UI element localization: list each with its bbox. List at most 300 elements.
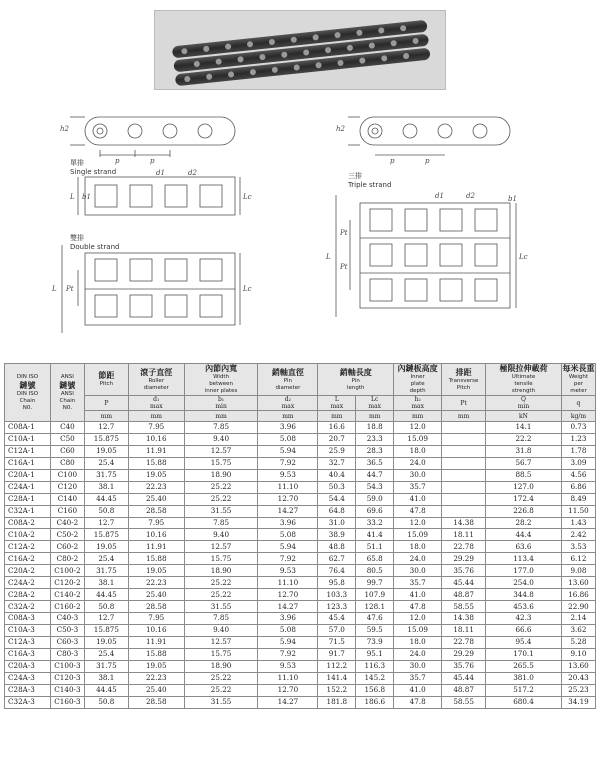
cell-din-iso: C20A-1 [5,469,51,481]
cell-pin-length-lc: 116.3 [356,660,394,672]
dim-d2-left: d2 [188,169,197,177]
symbol-b1-text: b₁ [217,396,225,403]
cell-transverse-pitch: 45.44 [442,577,486,589]
cell-pin-length-lc: 69.6 [356,505,394,517]
cell-pin-length-l: 76.4 [318,565,356,577]
cell-pitch: 50.8 [84,505,128,517]
symbol-d1-text: d₁ [153,396,160,403]
dim-p-right-1: p [390,157,395,165]
cell-pin-length-lc: 36.5 [356,457,394,469]
cell-tensile-strength: 22.2 [486,433,562,445]
cell-pitch: 38.1 [84,577,128,589]
cell-plate-depth: 47.8 [394,696,442,708]
cell-pin-length-l: 38.9 [318,529,356,541]
symbol-l [318,396,356,411]
cell-din-iso: C12A-1 [5,445,51,457]
cell-pitch: 19.05 [84,445,128,457]
cell-pin-length-l: 91.7 [318,648,356,660]
cell-weight-per-meter: 34.19 [561,696,595,708]
table-row [5,601,596,613]
header-pitch-en: Pitch [99,381,114,387]
cell-pin-length-l: 50.3 [318,481,356,493]
cell-roller-diameter: 28.58 [128,696,184,708]
dim-p-left-2: p [150,157,155,165]
cell-pin-diameter: 3.96 [258,422,318,434]
cell-pitch: 12.7 [84,613,128,625]
cell-weight-per-meter: 2.42 [561,529,595,541]
table-row [5,505,596,517]
cell-din-iso: C28A-2 [5,589,51,601]
cell-pitch: 50.8 [84,601,128,613]
cell-plate-depth: 47.8 [394,505,442,517]
cell-pitch: 15.875 [84,529,128,541]
header-trans-en: Transverse [448,377,479,384]
single-strand-en: Single strand [70,168,117,176]
cell-inner-width: 31.55 [184,505,258,517]
cell-pin-length-lc: 80.5 [356,565,394,577]
header-tensile-en3: strength [511,388,536,394]
table-row [5,696,596,708]
cell-din-iso: C32A-1 [5,505,51,517]
cell-weight-per-meter: 3.62 [561,624,595,636]
dim-h2-right: h2 [336,125,345,133]
cell-ansi: C140-2 [50,589,84,601]
table-row [5,445,596,457]
cell-din-iso: C28A-1 [5,493,51,505]
cell-plate-depth: 12.0 [394,422,442,434]
table-row [5,565,596,577]
symbol-d2 [258,396,318,411]
cell-transverse-pitch [442,433,486,445]
cell-roller-diameter: 19.05 [128,660,184,672]
cell-pin-diameter: 14.27 [258,601,318,613]
header-pinlen-en: Pin [351,377,360,384]
dim-lc-triple: Lc [519,253,528,261]
cell-roller-diameter: 7.95 [128,613,184,625]
header-pin-length [318,364,394,396]
header-roller-en2: diameter [143,384,169,391]
cell-ansi: C160-2 [50,601,84,613]
cell-pin-length-lc: 54.3 [356,481,394,493]
cell-pin-length-lc: 107.9 [356,589,394,601]
header-pin-diameter [258,364,318,396]
cell-din-iso: C12A-2 [5,541,51,553]
cell-roller-diameter: 10.16 [128,624,184,636]
cell-ansi: C50-3 [50,624,84,636]
symbol-pt-text: Pt [460,399,467,407]
symbol-l-sub: max [330,403,344,410]
cell-plate-depth: 18.0 [394,541,442,553]
table-row [5,636,596,648]
dim-h2-left: h2 [60,125,69,133]
symbol-qw-text: q [576,399,581,407]
header-plate-en2: plate [410,381,425,387]
cell-din-iso: C10A-1 [5,433,51,445]
header-din-iso-line1: DIN ISO [16,373,39,380]
cell-roller-diameter: 7.95 [128,517,184,529]
cell-tensile-strength: 381.0 [486,672,562,684]
header-row-symbols [5,396,596,411]
header-trans-cn: 排距 [455,367,472,377]
symbol-h2 [394,396,442,411]
cell-inner-width: 25.22 [184,493,258,505]
cell-roller-diameter: 25.40 [128,684,184,696]
cell-plate-depth: 18.0 [394,636,442,648]
cell-pin-length-l: 141.4 [318,672,356,684]
table-row [5,613,596,625]
dim-d2-right: d2 [466,192,475,200]
table-row [5,433,596,445]
cell-tensile-strength: 226.8 [486,505,562,517]
cell-tensile-strength: 517.2 [486,684,562,696]
cell-din-iso: C16A-2 [5,553,51,565]
header-plate-depth [394,364,442,396]
cell-pin-length-l: 95.8 [318,577,356,589]
symbol-h2-text: h₂ [414,396,421,403]
cell-roller-diameter: 19.05 [128,565,184,577]
cell-roller-diameter: 7.95 [128,422,184,434]
cell-weight-per-meter: 9.10 [561,648,595,660]
unit-l: mm [318,411,356,422]
cell-ansi: C120 [50,481,84,493]
symbol-q-sub: min [517,403,530,410]
cell-inner-width: 9.40 [184,529,258,541]
cell-roller-diameter: 15.88 [128,457,184,469]
cell-pin-length-l: 40.4 [318,469,356,481]
cell-ansi: C120-2 [50,577,84,589]
header-roller-cn: 滾子直徑 [140,367,173,377]
symbol-p [84,396,128,411]
table-row [5,422,596,434]
symbol-b1-sub: min [215,403,227,410]
cell-inner-width: 7.85 [184,422,258,434]
cell-weight-per-meter: 3.09 [561,457,595,469]
table-row [5,469,596,481]
cell-din-iso: C24A-2 [5,577,51,589]
cell-pin-length-lc: 59.0 [356,493,394,505]
table-row [5,684,596,696]
chain-schematic [0,95,600,357]
cell-pin-length-l: 16.6 [318,422,356,434]
cell-pin-length-l: 54.4 [318,493,356,505]
cell-pin-length-l: 71.5 [318,636,356,648]
cell-pin-diameter: 11.10 [258,672,318,684]
cell-pitch: 50.8 [84,696,128,708]
cell-transverse-pitch [442,469,486,481]
cell-tensile-strength: 127.0 [486,481,562,493]
cell-weight-per-meter: 0.73 [561,422,595,434]
cell-pin-length-l: 181.8 [318,696,356,708]
cell-pitch: 12.7 [84,422,128,434]
unit-pt: mm [442,411,486,422]
cell-ansi: C50-2 [50,529,84,541]
header-plate-en: Inner [410,374,425,380]
cell-plate-depth: 35.7 [394,577,442,589]
unit-b1: mm [184,411,258,422]
cell-pin-diameter: 5.94 [258,636,318,648]
cell-ansi: C140 [50,493,84,505]
chain-photo-illustration [155,11,447,91]
cell-pin-length-l: 64.8 [318,505,356,517]
cell-plate-depth: 47.8 [394,601,442,613]
cell-tensile-strength: 44.4 [486,529,562,541]
cell-ansi: C60 [50,445,84,457]
dim-l-triple: L [326,253,331,261]
cell-tensile-strength: 95.4 [486,636,562,648]
cell-pin-length-l: 103.3 [318,589,356,601]
cell-pitch: 15.875 [84,433,128,445]
cell-pin-diameter: 14.27 [258,505,318,517]
cell-pin-length-lc: 18.8 [356,422,394,434]
cell-pin-length-lc: 41.4 [356,529,394,541]
cell-din-iso: C08A-1 [5,422,51,434]
cell-transverse-pitch: 35.76 [442,565,486,577]
cell-transverse-pitch [442,481,486,493]
cell-pin-length-lc: 145.2 [356,672,394,684]
header-din-iso-line3: DIN ISO [16,390,39,397]
cell-pin-diameter: 9.53 [258,660,318,672]
cell-inner-width: 31.55 [184,696,258,708]
header-pitch [84,364,128,396]
header-ansi [50,364,84,422]
cell-plate-depth: 15.09 [394,433,442,445]
cell-roller-diameter: 28.58 [128,601,184,613]
cell-plate-depth: 24.0 [394,457,442,469]
cell-inner-width: 25.22 [184,672,258,684]
cell-pin-length-l: 48.8 [318,541,356,553]
cell-pin-diameter: 3.96 [258,517,318,529]
cell-transverse-pitch: 18.11 [442,624,486,636]
cell-ansi: C60-3 [50,636,84,648]
cell-pitch: 25.4 [84,648,128,660]
symbol-lc-sub: max [368,403,382,410]
cell-pin-diameter: 12.70 [258,684,318,696]
cell-plate-depth: 12.0 [394,517,442,529]
cell-inner-width: 15.75 [184,648,258,660]
symbol-q-text: Q [521,396,526,403]
symbol-pt [442,396,486,411]
cell-pin-length-lc: 186.6 [356,696,394,708]
cell-weight-per-meter: 1.43 [561,517,595,529]
cell-pin-length-lc: 65.8 [356,553,394,565]
header-ansi-line1: ANSI [60,373,74,380]
cell-pin-diameter: 7.92 [258,553,318,565]
cell-weight-per-meter: 13.60 [561,577,595,589]
table-row [5,541,596,553]
cell-pin-length-l: 32.7 [318,457,356,469]
triple-strand-en: Triple strand [348,181,392,189]
table-row [5,589,596,601]
header-tensile-en: Ultimate [511,374,536,380]
cell-tensile-strength: 177.0 [486,565,562,577]
cell-din-iso: C24A-3 [5,672,51,684]
cell-din-iso: C24A-1 [5,481,51,493]
cell-ansi: C50 [50,433,84,445]
dim-l-double: L [52,285,57,293]
cell-inner-width: 15.75 [184,553,258,565]
cell-transverse-pitch [442,505,486,517]
cell-plate-depth: 30.0 [394,565,442,577]
cell-roller-diameter: 10.16 [128,433,184,445]
header-roller [128,364,184,396]
cell-pin-diameter: 11.10 [258,577,318,589]
cell-plate-depth: 41.0 [394,589,442,601]
header-pin-en2: diameter [275,384,301,391]
symbol-q [486,396,562,411]
table-row [5,648,596,660]
cell-ansi: C60-2 [50,541,84,553]
table-row [5,493,596,505]
cell-transverse-pitch: 58.55 [442,696,486,708]
cell-weight-per-meter: 8.49 [561,493,595,505]
cell-transverse-pitch [442,445,486,457]
cell-roller-diameter: 11.91 [128,636,184,648]
cell-tensile-strength: 265.5 [486,660,562,672]
header-tensile [486,364,562,396]
cell-pin-diameter: 14.27 [258,696,318,708]
cell-pin-length-l: 123.3 [318,601,356,613]
cell-transverse-pitch [442,493,486,505]
cell-din-iso: C28A-3 [5,684,51,696]
symbol-lc [356,396,394,411]
header-transverse [442,364,486,396]
cell-transverse-pitch: 58.55 [442,601,486,613]
cell-ansi: C80-2 [50,553,84,565]
cell-pin-length-lc: 73.9 [356,636,394,648]
symbol-d1-sub: max [149,403,163,410]
cell-pin-length-lc: 47.6 [356,613,394,625]
cell-plate-depth: 12.0 [394,613,442,625]
dim-lc-double: Lc [243,285,252,293]
cell-inner-width: 12.57 [184,445,258,457]
cell-inner-width: 12.57 [184,636,258,648]
cell-inner-width: 25.22 [184,481,258,493]
header-weight-cn: 每米長重 [562,364,595,373]
cell-pitch: 19.05 [84,541,128,553]
header-row-units [5,411,596,422]
double-strand-cn: 雙排 [70,234,84,242]
header-row-names [5,364,596,396]
cell-pin-diameter: 5.08 [258,624,318,636]
cell-pin-length-l: 25.9 [318,445,356,457]
cell-transverse-pitch: 18.11 [442,529,486,541]
header-weight [561,364,595,396]
cell-tensile-strength: 254.0 [486,577,562,589]
header-weight-en: Weight [568,374,589,380]
cell-pin-length-l: 20.7 [318,433,356,445]
cell-inner-width: 25.22 [184,577,258,589]
cell-pin-diameter: 3.96 [258,613,318,625]
single-strand-caption [70,159,116,177]
cell-pin-length-l: 45.4 [318,613,356,625]
dim-pt-triple-1: Pt [340,229,348,237]
header-pin-en: Pin [283,377,293,384]
cell-tensile-strength: 113.4 [486,553,562,565]
cell-ansi: C100-2 [50,565,84,577]
cell-tensile-strength: 344.8 [486,589,562,601]
cell-pitch: 44.45 [84,589,128,601]
cell-pin-diameter: 5.94 [258,541,318,553]
cell-pin-diameter: 12.70 [258,589,318,601]
cell-tensile-strength: 56.7 [486,457,562,469]
header-width-cn: 內節內寬 [205,364,238,373]
table-row [5,457,596,469]
table-row [5,672,596,684]
header-ansi-line5: N0. [62,404,73,411]
cell-din-iso: C10A-3 [5,624,51,636]
header-plate-cn: 內鏈板高度 [397,364,438,373]
cell-pin-length-lc: 28.3 [356,445,394,457]
cell-transverse-pitch [442,457,486,469]
dim-lc-single: Lc [243,193,252,201]
chain-photo [154,10,446,90]
unit-d1: mm [128,411,184,422]
cell-transverse-pitch: 29.29 [442,648,486,660]
cell-plate-depth: 24.0 [394,553,442,565]
cell-tensile-strength: 172.4 [486,493,562,505]
cell-roller-diameter: 28.58 [128,505,184,517]
cell-pitch: 31.75 [84,469,128,481]
cell-inner-width: 15.75 [184,457,258,469]
cell-ansi: C40 [50,422,84,434]
cell-din-iso: C20A-2 [5,565,51,577]
symbol-l-text: L [334,396,339,403]
cell-inner-width: 7.85 [184,517,258,529]
cell-roller-diameter: 15.88 [128,648,184,660]
symbol-b1 [184,396,258,411]
cell-pin-length-lc: 44.7 [356,469,394,481]
cell-roller-diameter: 11.91 [128,541,184,553]
cell-plate-depth: 18.0 [394,445,442,457]
cell-weight-per-meter: 4.56 [561,469,595,481]
header-ansi-line2: 鏈號 [59,380,76,390]
table-row [5,624,596,636]
cell-din-iso: C20A-3 [5,660,51,672]
cell-roller-diameter: 25.40 [128,493,184,505]
cell-inner-width: 31.55 [184,601,258,613]
cell-din-iso: C16A-1 [5,457,51,469]
header-din-iso-line2: 鏈號 [19,380,36,390]
header-ansi-line3: ANSI [60,390,74,397]
cell-ansi: C40-3 [50,613,84,625]
symbol-h2-sub: max [411,403,424,410]
cell-transverse-pitch: 45.44 [442,672,486,684]
chain-spec-table [4,363,596,709]
cell-transverse-pitch: 22.78 [442,636,486,648]
table-row [5,577,596,589]
dim-pt-double: Pt [66,285,74,293]
unit-p: mm [84,411,128,422]
header-din-iso [5,364,51,422]
cell-pitch: 44.45 [84,684,128,696]
header-width-en: Width [213,374,230,380]
cell-din-iso: C12A-3 [5,636,51,648]
header-din-iso-line4: Chain [19,397,36,404]
cell-pitch: 38.1 [84,481,128,493]
cell-transverse-pitch: 48.87 [442,684,486,696]
cell-din-iso: C16A-3 [5,648,51,660]
cell-weight-per-meter: 25.23 [561,684,595,696]
cell-pin-diameter: 9.53 [258,565,318,577]
cell-plate-depth: 15.09 [394,624,442,636]
cell-pitch: 44.45 [84,493,128,505]
cell-tensile-strength: 31.8 [486,445,562,457]
cell-transverse-pitch: 22.78 [442,541,486,553]
header-roller-en: Roller [148,377,165,384]
symbol-d2-text: d₂ [284,396,292,403]
triple-strand-caption [348,172,391,190]
cell-ansi: C80 [50,457,84,469]
